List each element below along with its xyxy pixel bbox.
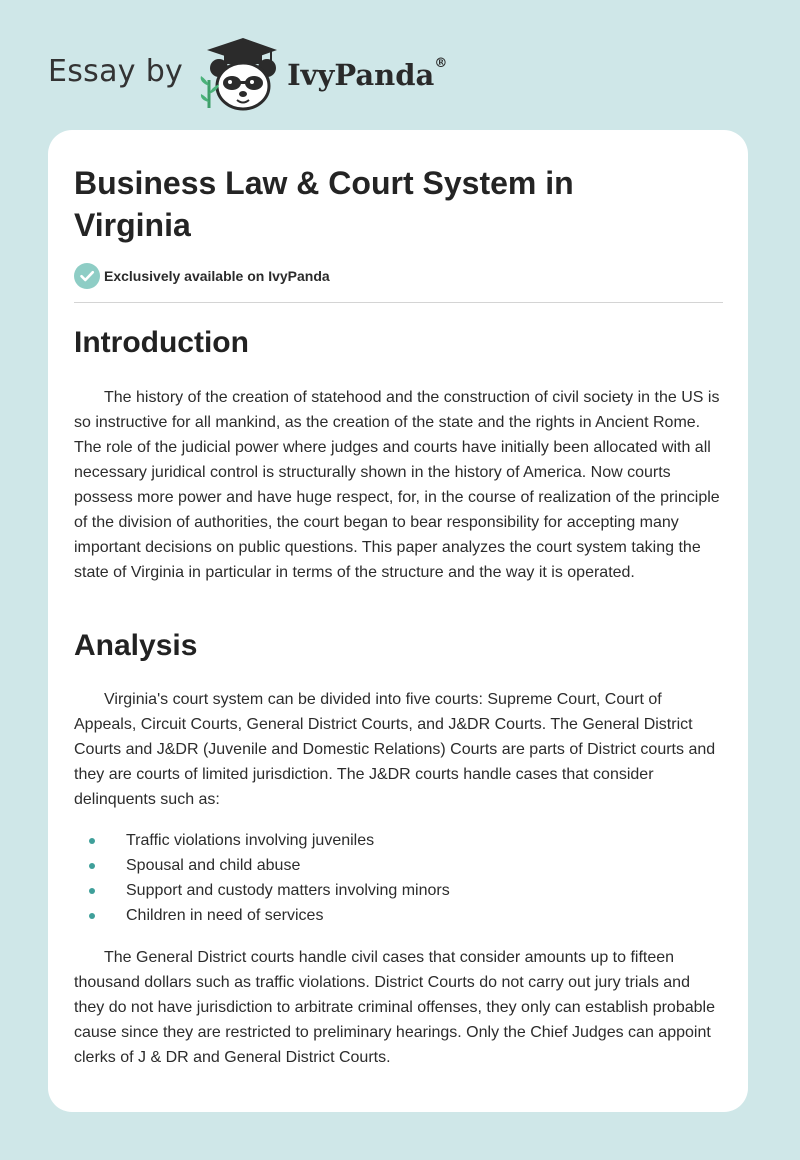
brand-name: IvyPanda® (287, 56, 448, 92)
analysis-paragraph-1: Virginia's court system can be divided into five courts: Supreme Court, Court of Appeals, Circuit Courts, General District Courts, and J&DR Courts. The General District Courts and J&DR (Juvenile and Domestic Relations) Courts are parts of District courts and they are courts of limited jurisdiction. The J&DR courts handle cases that consider delinquents such as: (74, 691, 716, 808)
list-item: Spousal and child abuse (74, 853, 714, 878)
essay-title: Business Law & Court System in Virginia (74, 165, 574, 243)
brand-header (48, 36, 508, 112)
section-heading-introduction: Introduction (74, 326, 249, 359)
registered-mark: ® (434, 56, 448, 71)
introduction-paragraph: The history of the creation of statehood and the construction of civil society in the US is so instructive for all mankind, as the creation of the state and the rights in Ancient Rome. The role of the judicial power where judges and courts have initially been allocated with all necessary juridical control is structurally shown in the history of America. Now courts possess more power and have huge respect, for, in the course of realization of the principle of the division of authorities, the court began to bear responsibility for accepting many important decisions on public questions. This paper analyzes the court system taking the state of Virginia in particular in terms of the structure and the way it is operated. (74, 389, 720, 581)
panda-graduate-icon (197, 36, 281, 112)
section-heading-analysis: Analysis (74, 629, 198, 662)
analysis-paragraph-2: The General District courts handle civil cases that consider amounts up to fifteen thousand dollars such as traffic violations. District Courts do not carry out jury trials and they do not have jurisdiction to arbitrate criminal offenses, they only can establish probable cause since they are restricted to preliminary hearings. Only the Chief Judges can appoint clerks of J & DR and General District Courts. (74, 949, 715, 1066)
bullet-dot (89, 888, 95, 894)
bullet-dot (89, 838, 95, 844)
brand-prefix: Essay by (48, 53, 184, 89)
badge-text: Exclusively available on IvyPanda (104, 268, 330, 284)
delinquents-list (74, 828, 714, 928)
essay-card (48, 130, 748, 1112)
bullet-dot (89, 863, 95, 869)
list-item: Support and custody matters involving minors (74, 878, 714, 903)
bullet-dot (89, 913, 95, 919)
exclusive-badge (74, 263, 330, 289)
list-item: Traffic violations involving juveniles (74, 828, 714, 853)
title-divider (74, 302, 723, 303)
check-circle-icon (74, 263, 100, 289)
list-item: Children in need of services (74, 903, 714, 928)
